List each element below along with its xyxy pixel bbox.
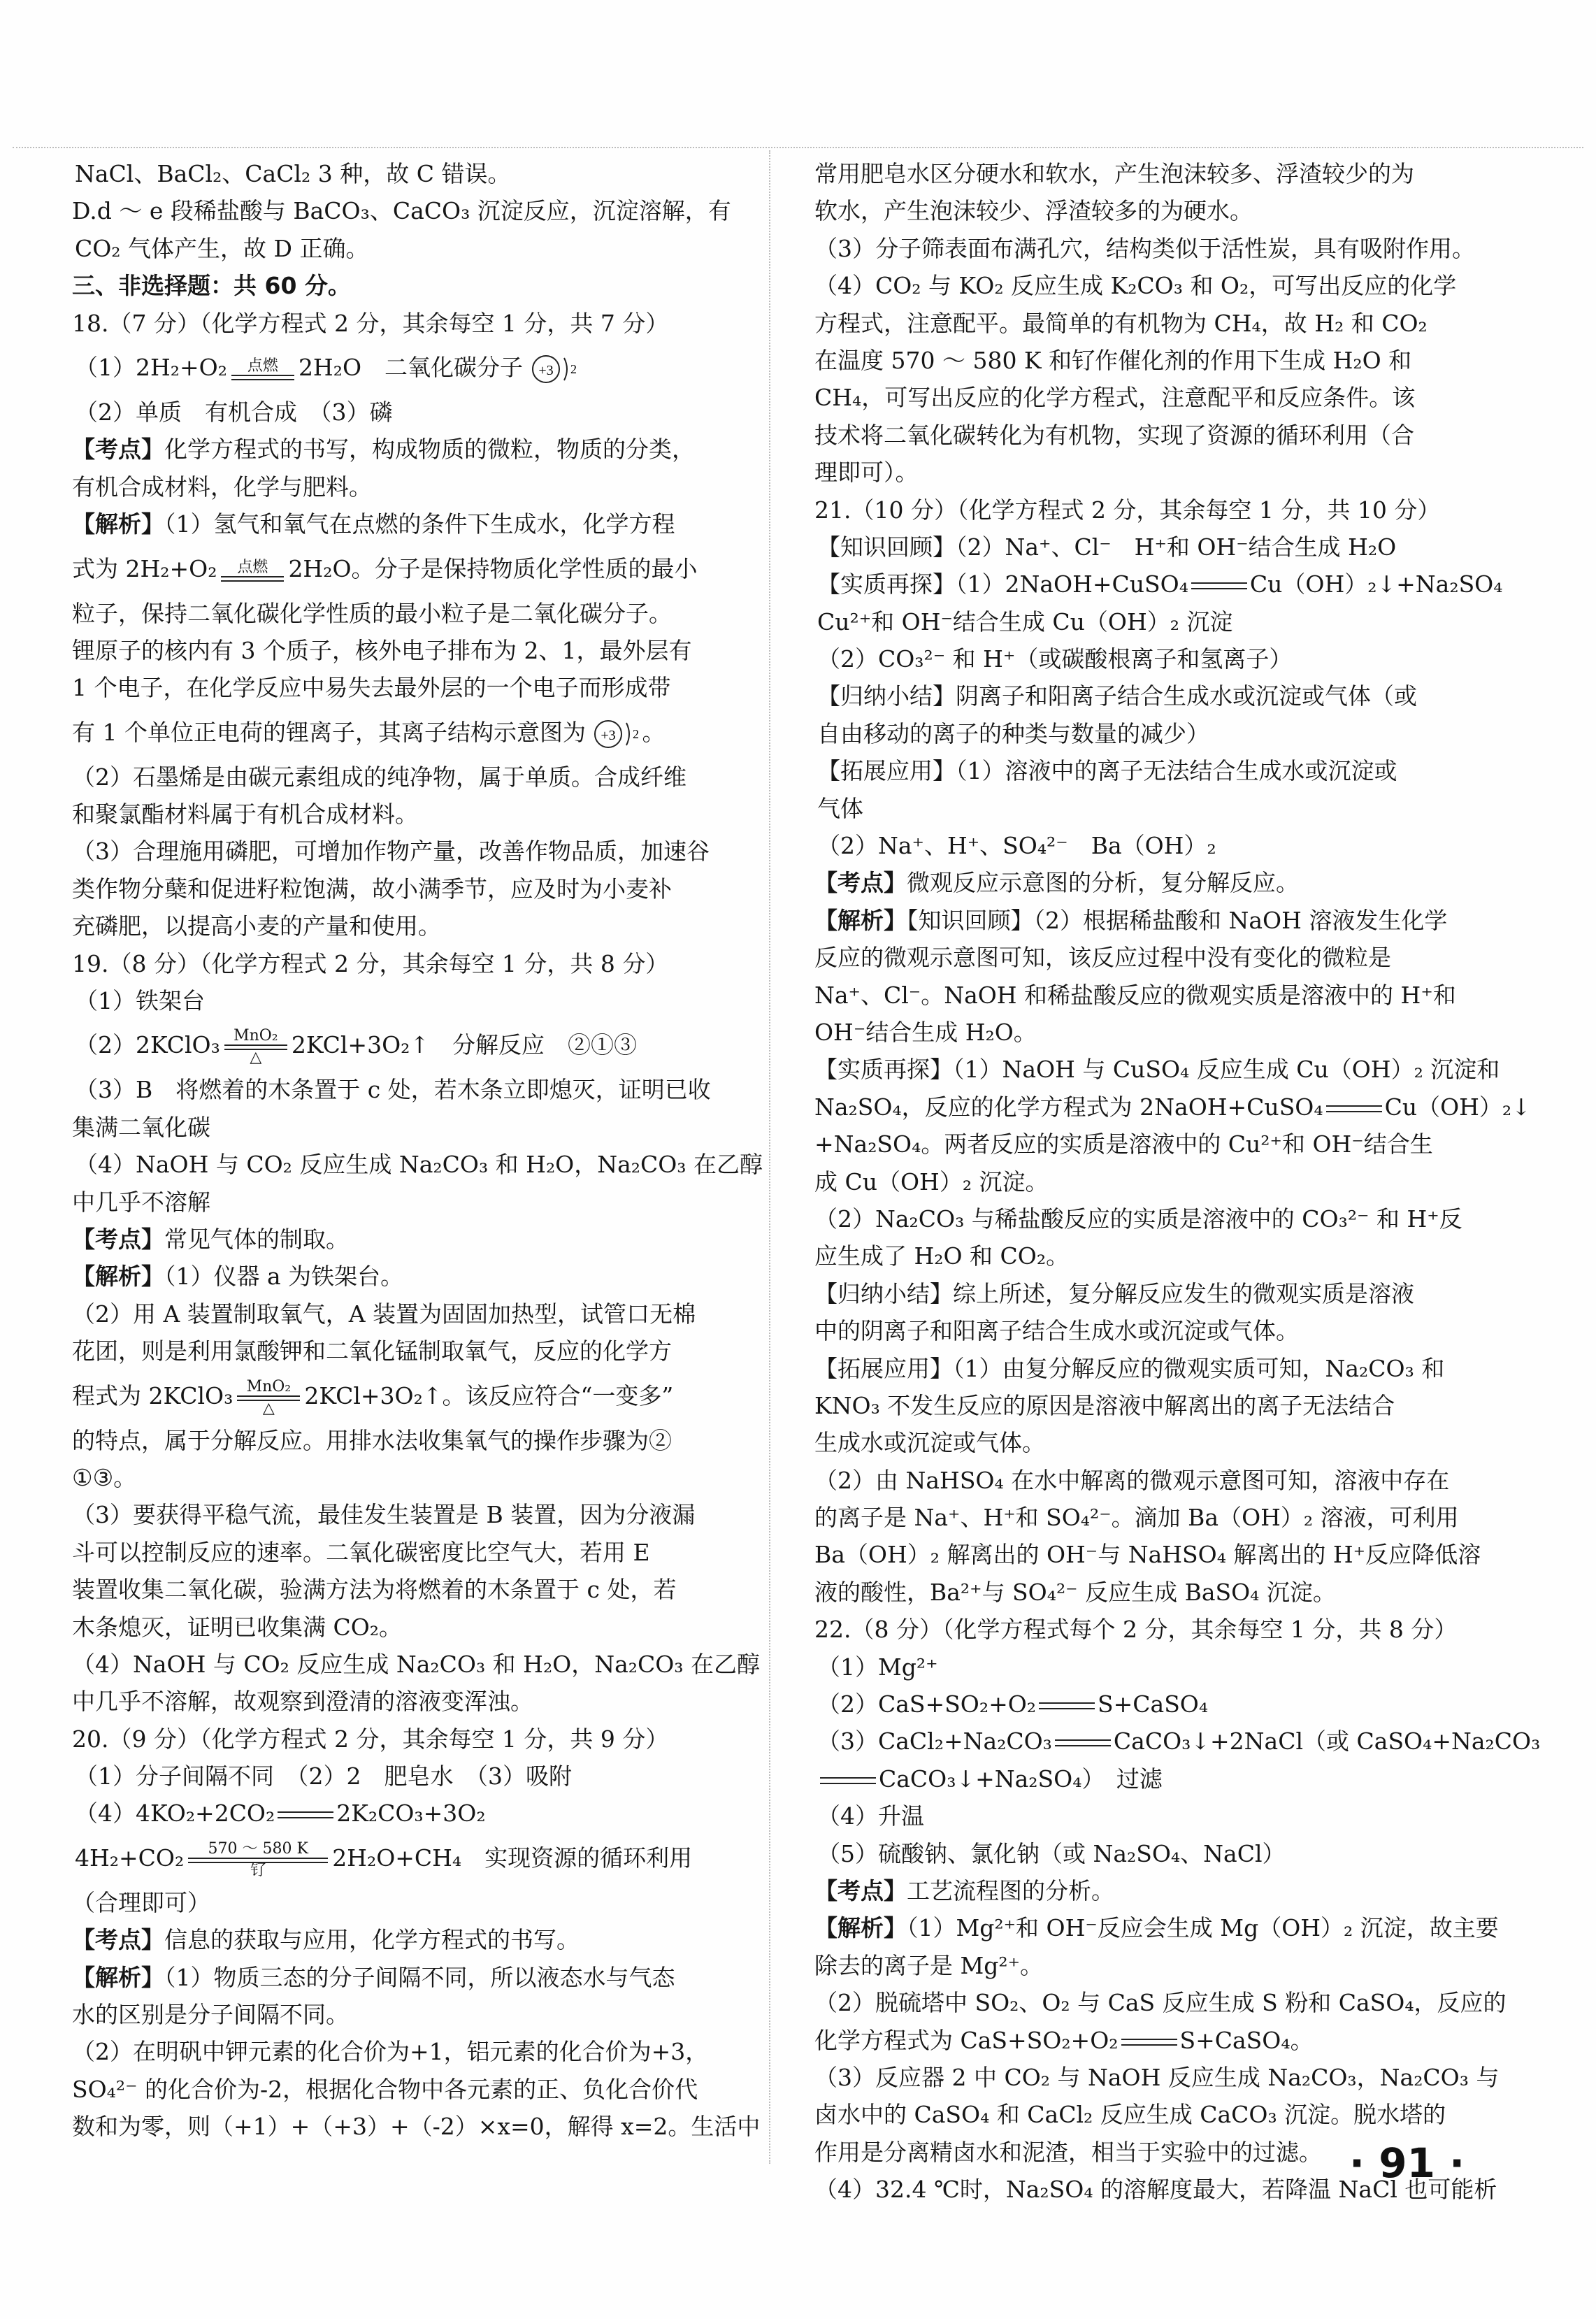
equals-bar [231,375,294,380]
reaction-condition [231,358,294,380]
text-line: （3）要获得平稳气流，最佳发生装置是 B 装置，因为分液漏 [72,1501,696,1529]
equals-bar [820,1777,876,1784]
text-line: D.d ～ e 段稀盐酸与 BaCO₃、CaCO₃ 沉淀反应，沉淀溶解，有 [72,197,731,225]
text-line: 成 Cu（OH）₂ 沉淀。 [814,1168,1049,1196]
text-line: 在温度 570 ～ 580 K 和钌作催化剂的作用下生成 H₂O 和 [814,346,1412,374]
text-line: 1 个电子，在化学反应中易失去最外层的一个电子而形成带 [72,674,671,702]
text-line: 集满二氧化碳 [72,1113,210,1141]
reaction-condition: MnO₂ △ [237,1379,300,1416]
text-line: 花团，则是利用氯酸钾和二氧化锰制取氧气，反应的化学方 [72,1337,672,1365]
equals-bar [1326,1105,1382,1112]
text-line: 卤水中的 CaSO₄ 和 CaCl₂ 反应生成 CaCO₃ 沉淀。脱水塔的 [814,2101,1446,2129]
svg-text:2: 2 [570,361,577,376]
text-line: OH⁻结合生成 H₂O。 [814,1018,1037,1046]
equals-bar [1055,1739,1111,1746]
text-line: 【解析】（1）物质三态的分子间隔不同，所以液态水与气态 [72,1963,675,1991]
answer-line: 气体 [817,794,863,822]
jiexi-label: 【解析】 [814,906,907,934]
text-line: ①③。 [72,1463,137,1491]
answer-line: （4）升温 [817,1802,924,1830]
text-line: 【考点】工艺流程图的分析。 [814,1876,1114,1904]
answer-line: （3）B 将燃着的木条置于 c 处，若木条立即熄灭，证明已收 [75,1076,711,1104]
text-line: （2）在明矾中钾元素的化合价为+1，铝元素的化合价为+3， [72,2038,709,2066]
text-line: 中的阴离子和阳离子结合生成水或沉淀或气体。 [814,1317,1299,1345]
text-line: 【考点】常见气体的制取。 [72,1225,349,1253]
text-line: 化学方程式为 CaS+SO₂+O₂ S+CaSO₄。 [814,2026,1314,2054]
text-line: 【考点】化学方程式的书写，构成物质的微粒，物质的分类， [72,436,695,464]
text-line: 应生成了 H₂O 和 CO₂。 [814,1242,1070,1270]
question-header: 19.（8 分）（化学方程式 2 分，其余每空 1 分，共 8 分） [72,949,669,977]
answer-line: （3）CaCl₂+Na₂CO₃ CaCO₃↓+2NaCl（或 CaSO₄+Na₂CO₃ [817,1728,1541,1756]
right-column [814,155,1541,2208]
text-line: 【解析】（1）氢气和氧气在点燃的条件下生成水，化学方程 [72,510,675,538]
condition-label: 点燃 [247,357,278,375]
text-line: 【考点】微观反应示意图的分析，复分解反应。 [814,869,1299,897]
text-line: 【考点】信息的获取与应用，化学方程式的书写。 [72,1926,580,1954]
question-header: 18.（7 分）（化学方程式 2 分，其余每空 1 分，共 7 分） [72,309,669,337]
jiexi-label: 【解析】 [814,1914,907,1942]
equals-bar [1039,1702,1095,1709]
jiexi-label: 【解析】 [72,1263,164,1291]
text-line: 反应的微观示意图可知，该反应过程中没有变化的微粒是 [814,944,1391,972]
text-line: （2）脱硫塔中 SO₂、O₂ 与 CaS 反应生成 S 粉和 CaSO₄，反应的 [814,1989,1507,2017]
text-line: 有机合成材料，化学与肥料。 [72,473,372,501]
text-line: CO₂ 气体产生，故 D 正确。 [75,234,369,262]
text-line: 【拓展应用】（1）由复分解反应的微观实质可知，Na₂CO₃ 和 [814,1354,1445,1382]
equals-bar [221,576,284,582]
text-line: （2）由 NaHSO₄ 在水中解离的微观示意图可知，溶液中存在 [814,1466,1450,1494]
equation-lhs: （1）2H₂+O₂ [75,353,227,381]
kaodian-label: 【考点】 [72,1926,164,1954]
text-line: 除去的离子是 Mg²⁺。 [814,1951,1044,1979]
question-header: 21.（10 分）（化学方程式 2 分，其余每空 1 分，共 10 分） [814,496,1441,524]
column-divider [769,150,770,2164]
answer-line: CaCO₃↓+Na₂SO₄） 过滤 [814,1760,1493,1797]
left-column [72,155,763,2146]
answer-line: （1）分子间隔不同 （2）2 肥皂水 （3）吸附 [75,1762,572,1790]
lithium-ion-diagram [531,350,580,389]
text-line: 水的区别是分子间隔不同。 [72,2001,349,2029]
text-line: 常用肥皂水区分硬水和软水，产生泡沫较多、浮渣较少的为 [814,160,1414,187]
text-line: 【解析】（1）Mg²⁺和 OH⁻反应会生成 Mg（OH）₂ 沉淀，故主要 [814,1914,1499,1942]
text-line: 【归纳小结】综上所述，复分解反应发生的微观实质是溶液 [814,1279,1414,1307]
page-number: · 91 · [1349,2139,1465,2187]
jiexi-label: 【解析】 [72,510,164,538]
text-line: Na₂SO₄，反应的化学方程式为 2NaOH+CuSO₄ Cu（OH）₂↓ [814,1093,1531,1121]
reaction-condition: 点燃 [221,559,284,582]
text-line: （2）Na₂CO₃ 与稀盐酸反应的实质是溶液中的 CO₃²⁻ 和 H⁺反 [814,1205,1462,1233]
text-line: 的特点，属于分解反应。用排水法收集氧气的操作步骤为② [72,1426,672,1454]
answer-line: 【实质再探】（1）2NaOH+CuSO₄ Cu（OH）₂↓+Na₂SO₄ [817,570,1503,598]
svg-text:+3: +3 [538,362,554,378]
text-line: 方程式，注意配平。最简单的有机物为 CH₄，故 H₂ 和 CO₂ [814,309,1428,337]
text-line: 斗可以控制反应的速率。二氧化碳密度比空气大，若用 E [72,1538,650,1566]
kaodian-label: 【考点】 [814,869,907,897]
text-line: 锂原子的核内有 3 个质子，核外电子排布为 2、1，最外层有 [72,636,692,664]
text-line: 程式为 2KClO₃ MnO₂ △ 2KCl+3O₂↑。该反应符合“一变多” [72,1377,674,1417]
text-line: NaCl、BaCl₂、CaCl₂ 3 种，故 C 错误。 [75,160,511,187]
text-line: （合理即可） [72,1888,210,1916]
answer-line: （2）Na⁺、H⁺、SO₄²⁻ Ba（OH）₂ [817,832,1216,860]
answer-line: （1）Mg²⁺ [817,1653,938,1681]
text-line: 理即可）。 [814,459,919,487]
reaction-condition: MnO₂ △ [224,1028,287,1065]
text-line: 中几乎不溶解，故观察到澄清的溶液变浑浊。 [72,1688,533,1716]
jiexi-label: 【解析】 [72,1963,164,1991]
text-line: 的离子是 Na⁺、H⁺和 SO₄²⁻。滴加 Ba（OH）₂ 溶液，可利用 [814,1504,1459,1532]
text-line: 【解析】【知识回顾】（2）根据稀盐酸和 NaOH 溶液发生化学 [814,906,1448,934]
answer-line [72,342,743,394]
equals-bar [1121,2039,1177,2046]
lithium-ion-diagram [593,715,642,754]
answer-line: （2）CaS+SO₂+O₂ S+CaSO₄ [817,1690,1209,1718]
kaodian-label: 【考点】 [72,1225,164,1253]
text-line: 粒子，保持二氧化碳化学性质的最小粒子是二氧化碳分子。 [72,599,672,627]
text-line: 充磷肥，以提高小麦的产量和使用。 [72,912,441,940]
text-line: 技术将二氧化碳转化为有机物，实现了资源的循环利用（合 [814,421,1414,449]
answer-line: （2）单质 有机合成 （3）磷 [75,398,393,426]
answer-line: 自由移动的离子的种类与数量的减少） [817,719,1209,747]
kaodian-label: 【考点】 [814,1876,907,1904]
text-line: （2）用 A 装置制取氧气，A 装置为固固加热型，试管口无棉 [72,1300,696,1328]
text-line: 软水，产生泡沫较少、浮渣较多的为硬水。 [814,197,1253,225]
answer-line: （1）铁架台 [75,987,205,1015]
text-line: （3）反应器 2 中 CO₂ 与 NaOH 反应生成 Na₂CO₃，Na₂CO₃ 与 [814,2063,1500,2091]
text-line: （3）合理施用磷肥，可增加作物产量，改善作物品质，加速谷 [72,838,710,866]
text-line: 装置收集二氧化碳，验满方法为将燃着的木条置于 c 处，若 [72,1576,677,1604]
text-line: 【解析】（1）仪器 a 为铁架台。 [72,1263,404,1291]
section-heading: 三、非选择题：共 60 分。 [72,272,351,300]
text-line: 式为 2H₂+O₂ 点燃 2H₂O。分子是保持物质化学性质的最小 [72,554,698,582]
text-line: 中几乎不溶解 [72,1188,210,1216]
answer-line: （4）4KO₂+2CO₂ 2K₂CO₃+3O₂ [75,1800,486,1828]
text-line: CH₄，可写出反应的化学方程式，注意配平和反应条件。该 [814,384,1416,412]
svg-text:+3: +3 [601,727,617,743]
text-line: （4）32.4 ℃时，Na₂SO₄ 的溶解度最大，若降温 NaCl 也可能析 [814,2176,1497,2204]
equals-bar [278,1811,333,1818]
svg-text:2: 2 [633,726,640,741]
text-line: SO₄²⁻ 的化合价为-2，根据化合物中各元素的正、负化合价代 [72,2075,698,2103]
text-line: 作用是分离精卤水和泥渣，相当于实验中的过滤。 [814,2138,1322,2166]
text-line: 【实质再探】（1）NaOH 与 CuSO₄ 反应生成 Cu（OH）₂ 沉淀和 [814,1056,1500,1084]
text-line: Ba（OH）₂ 解离出的 OH⁻与 NaHSO₄ 解离出的 H⁺反应降低溶 [814,1541,1481,1569]
answer-line: （2）CO₃²⁻ 和 H⁺（或碳酸根离子和氢离子） [817,645,1293,673]
text-line: 生成水或沉淀或气体。 [814,1429,1045,1457]
text-line: （4）NaOH 与 CO₂ 反应生成 Na₂CO₃ 和 H₂O，Na₂CO₃ 在乙醇 [72,1650,761,1678]
text-line: （2）石墨烯是由碳元素组成的纯净物，属于单质。合成纤维 [72,763,686,791]
answer-line: 4H₂+CO₂ 570 ～ 580 K 钌 2H₂O+CH₄ 实现资源的循环利用 [75,1839,693,1879]
reaction-condition: 570 ～ 580 K 钌 [188,1841,328,1879]
answer-line: （2）2KClO₃ MnO₂ △ 2KCl+3O₂↑ 分解反应 ②①③ [75,1027,638,1067]
text-line: （3）分子筛表面布满孔穴，结构类似于活性炭，具有吸附作用。 [814,234,1475,262]
text-line: （4）CO₂ 与 KO₂ 反应生成 K₂CO₃ 和 O₂，可写出反应的化学 [814,272,1457,300]
question-header: 20.（9 分）（化学方程式 2 分，其余每空 1 分，共 9 分） [72,1725,669,1753]
text-line: 有 1 个单位正电荷的锂离子，其离子结构示意图为 +3 2 。 [72,707,743,759]
equals-bar [1191,582,1247,589]
text-line: +Na₂SO₄。两者反应的实质是溶液中的 Cu²⁺和 OH⁻结合生 [814,1130,1433,1158]
equation-rhs: 2H₂O 二氧化碳分子 [298,353,523,381]
answer-line: 【知识回顾】（2）Na⁺、Cl⁻ H⁺和 OH⁻结合生成 H₂O [817,533,1397,561]
text-line: KNO₃ 不发生反应的原因是溶液中解离出的离子无法结合 [814,1391,1395,1419]
kaodian-label: 【考点】 [72,436,164,464]
answer-line: 【拓展应用】（1）溶液中的离子无法结合生成水或沉淀或 [817,757,1397,785]
answer-line: （5）硫酸钠、氯化钠（或 Na₂SO₄、NaCl） [817,1839,1286,1867]
question-header: 22.（8 分）（化学方程式每个 2 分，其余每空 1 分，共 8 分） [814,1616,1458,1644]
text-line: 液的酸性，Ba²⁺与 SO₄²⁻ 反应生成 BaSO₄ 沉淀。 [814,1578,1336,1606]
text-line: Na⁺、Cl⁻。NaOH 和稀盐酸反应的微观实质是溶液中的 H⁺和 [814,981,1456,1009]
top-dotted-rule [13,147,1583,148]
text-line: 木条熄灭，证明已收集满 CO₂。 [72,1613,403,1641]
answer-line: Cu²⁺和 OH⁻结合生成 Cu（OH）₂ 沉淀 [817,608,1233,636]
answer-line: 【归纳小结】阴离子和阳离子结合生成水或沉淀或气体（或 [817,682,1417,710]
text-line: 和聚氯酯材料属于有机合成材料。 [72,800,418,828]
answer-line: （4）NaOH 与 CO₂ 反应生成 Na₂CO₃ 和 H₂O，Na₂CO₃ 在乙醇 [75,1151,763,1179]
text-line: 类作物分蘖和促进籽粒饱满，故小满季节，应及时为小麦补 [72,875,672,903]
text-line: 数和为零，则（+1）+（+3）+（-2）×x=0，解得 x=2。生活中 [72,2113,761,2141]
